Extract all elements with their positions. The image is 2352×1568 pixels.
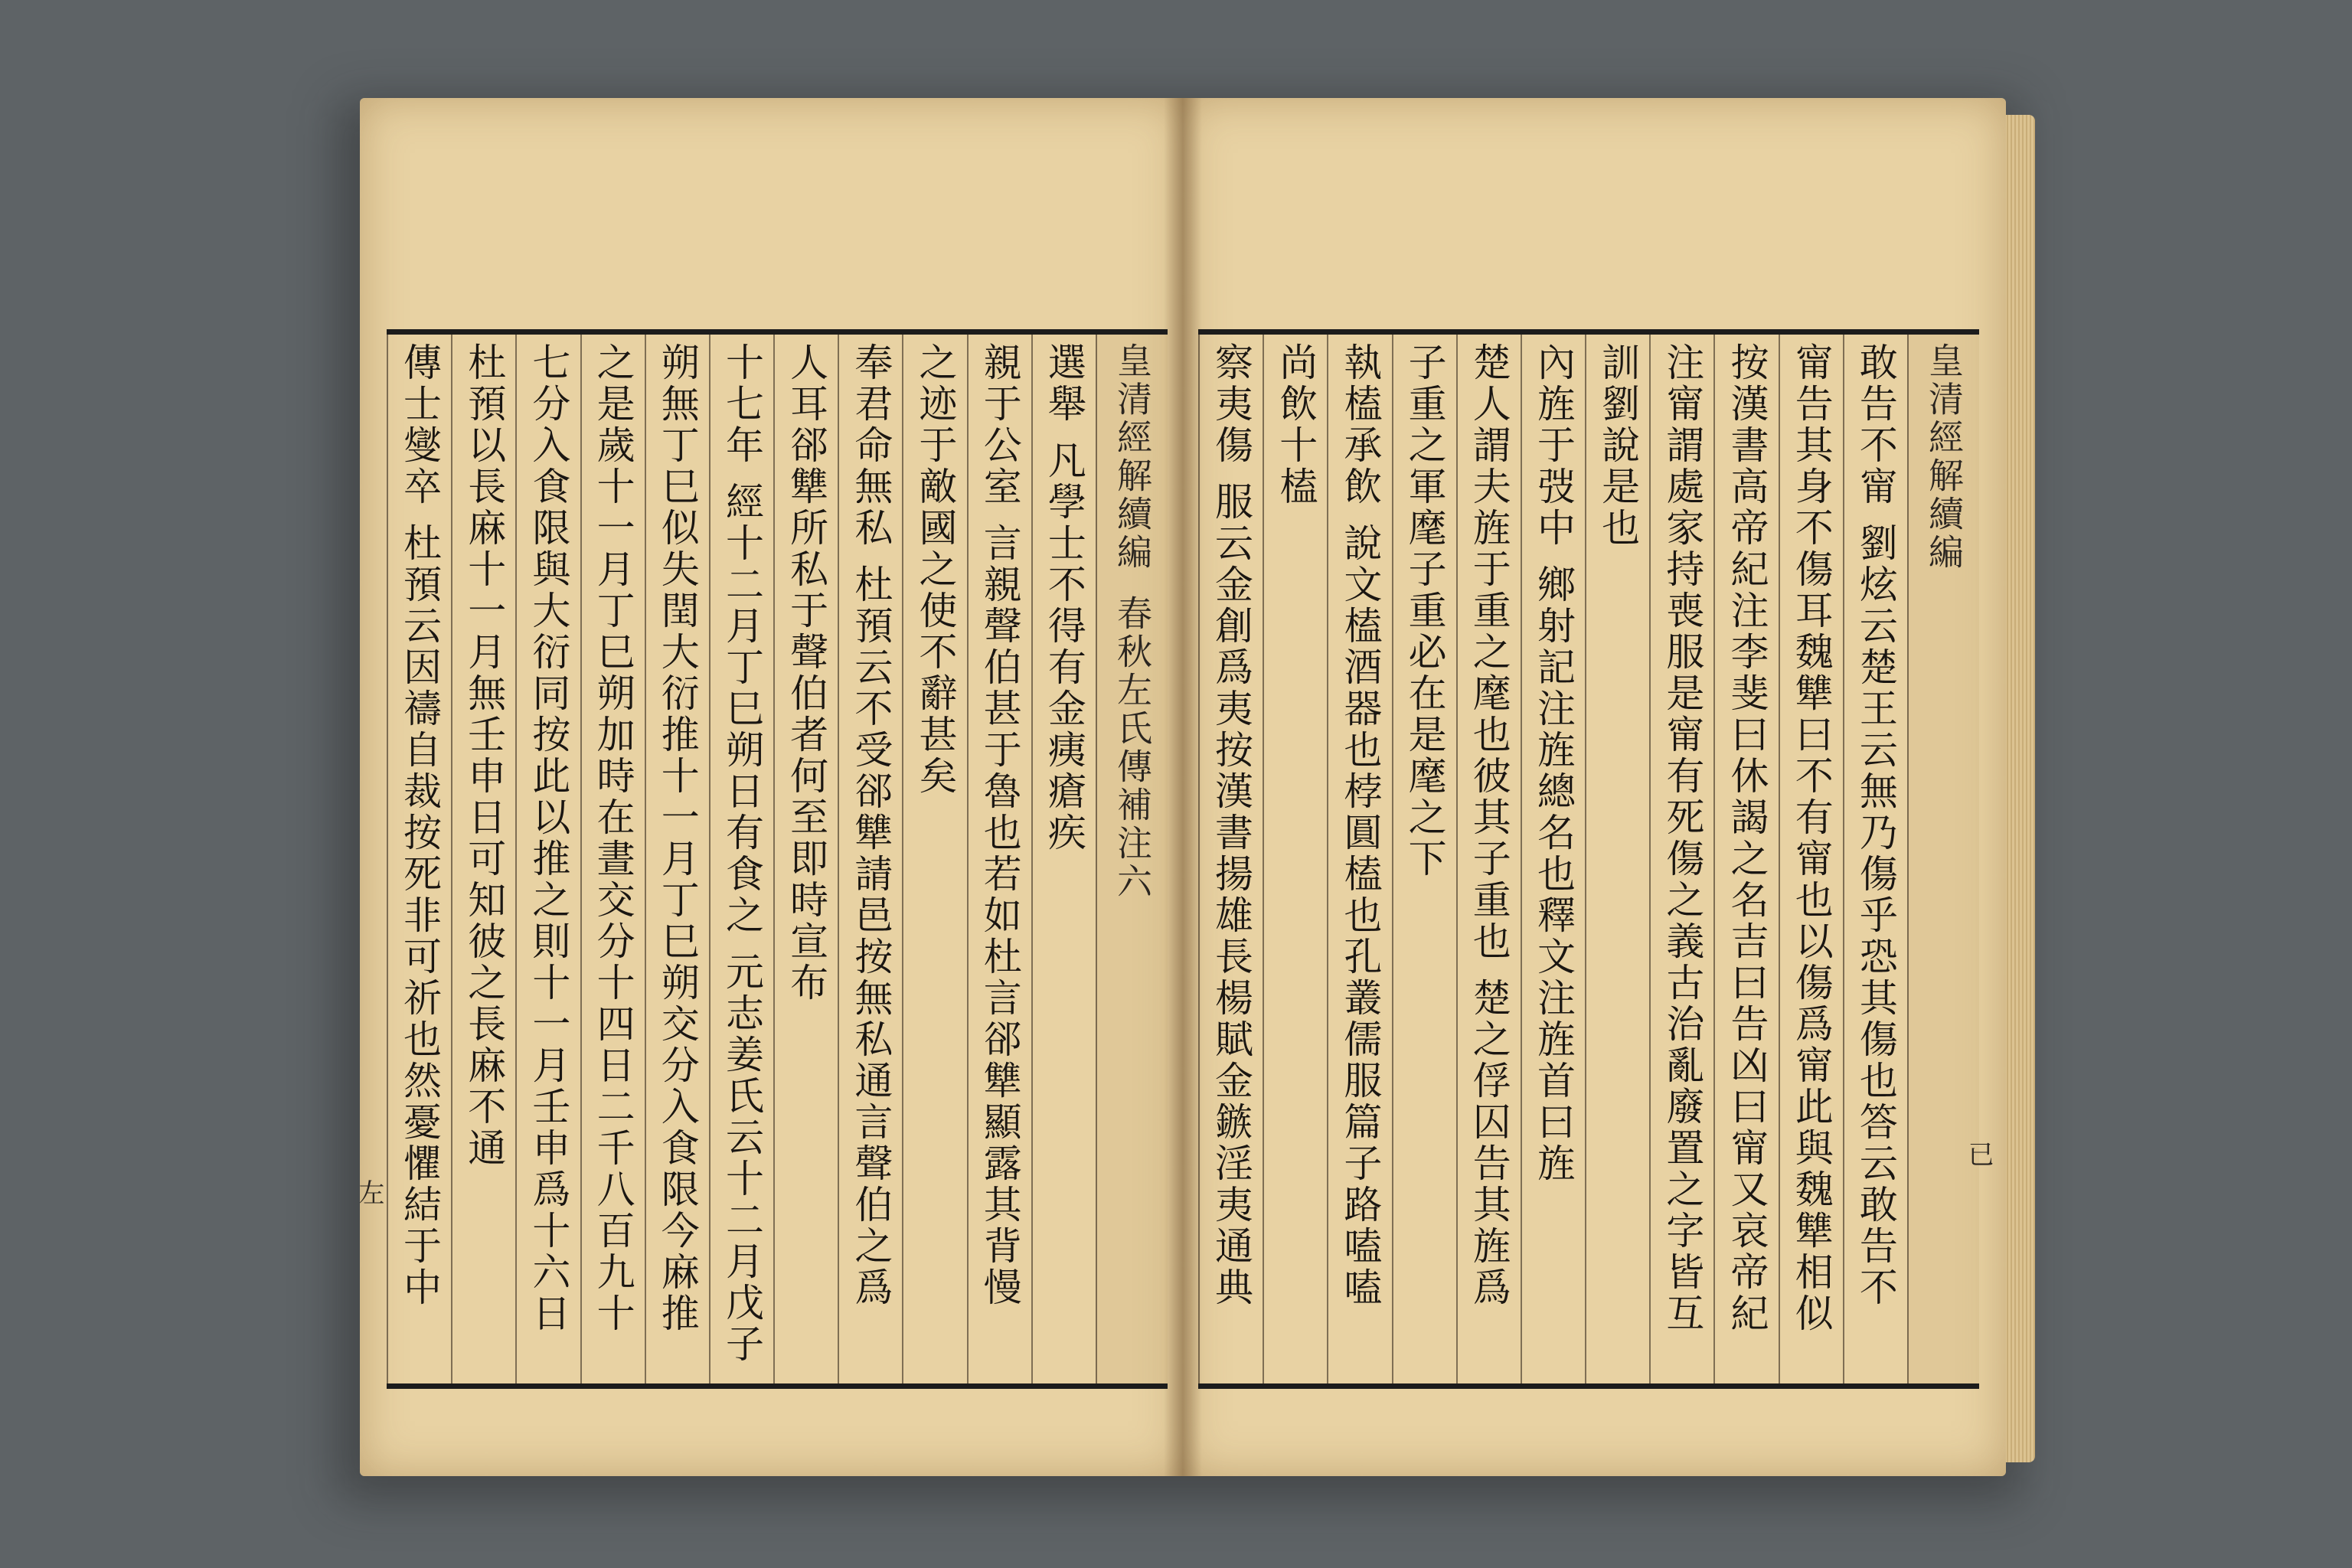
left-banxin-title: 皇清經解續編 (1112, 342, 1153, 572)
right-column-9: 執榼承飲 說文榼酒器也桲圓榼也孔叢儒服篇子路嗑嗑 (1327, 335, 1391, 1383)
right-column-1: 敢告不甯 劉炫云楚王云無乃傷乎恐其傷也答云敢告不 (1843, 335, 1907, 1383)
right-column-5: 訓劉說是也 (1585, 335, 1649, 1383)
right-folio-number: 已 (1963, 1141, 1994, 1167)
right-column-6: 內旌于弢中 鄉射記注旌總名也釋文注旌首曰旌 (1521, 335, 1585, 1383)
left-column-2: 親于公室 言親聲伯甚于魯也若如杜言郤犨顯露其背慢 (967, 335, 1031, 1383)
book-gutter (1164, 98, 1202, 1476)
left-column-3: 之迹于敵國之使不辭甚矣 (902, 335, 966, 1383)
right-column-7: 楚人謂夫旌于重之麾也彼其子重也 楚之俘囚告其旌爲 (1456, 335, 1521, 1383)
left-column-10: 杜預以長麻十一月無壬申日可知彼之長麻不通 (451, 335, 515, 1383)
right-column-4: 注甯謂處家持喪服是甯有死傷之義古治亂廢置之字皆互 (1649, 335, 1713, 1383)
right-column-2: 甯告其身不傷耳魏犨曰不有甯也以傷爲甯此與魏犨相似 (1779, 335, 1843, 1383)
page-edges (2004, 115, 2035, 1462)
right-banxin: 皇清經解續編 (1907, 335, 1979, 1383)
left-column-4: 奉君命無私 杜預云不受郤犨請邑按無私通言聲伯之爲 (838, 335, 902, 1383)
left-column-9: 七分入食限與大衍同按此以推之則十一月壬申爲十六日 (515, 335, 580, 1383)
right-column-3: 按漢書高帝紀注李斐曰休謁之名吉曰告凶曰甯又哀帝紀 (1713, 335, 1778, 1383)
left-banxin (1096, 335, 1168, 1383)
right-column-8: 子重之軍麾子重必在是麾之下 (1392, 335, 1456, 1383)
left-column-11: 傳士燮卒 杜預云因禱自裁按死非可祈也然憂懼結于中 (387, 335, 451, 1383)
left-column-6: 十七年 經十二月丁巳朔日有食之 元志姜氏云十二月戊子 (709, 335, 773, 1383)
left-column-8: 之是歲十一月丁巳朔加時在晝交分十四日二千八百九十 (580, 335, 645, 1383)
left-folio-number: 左 (354, 1179, 384, 1205)
left-text-frame (387, 329, 1168, 1389)
right-column-11: 察夷傷 服云金創爲夷按漢書揚雄長楊賦金鏃淫夷通典 (1198, 335, 1263, 1383)
right-column-10: 尚飲十榼 (1263, 335, 1327, 1383)
left-column-7: 朔無丁巳似失閏大衍推十一月丁巳朔交分入食限今麻推 (645, 335, 709, 1383)
left-column-5: 人耳郤犨所私于聲伯者何至即時宣布 (773, 335, 838, 1383)
left-banxin-subtitle: 春秋左氏傳補注六 (1112, 595, 1153, 901)
left-column-1: 選舉 凡學士不得有金痍瘡疾 (1031, 335, 1096, 1383)
right-text-frame (1198, 329, 1979, 1389)
